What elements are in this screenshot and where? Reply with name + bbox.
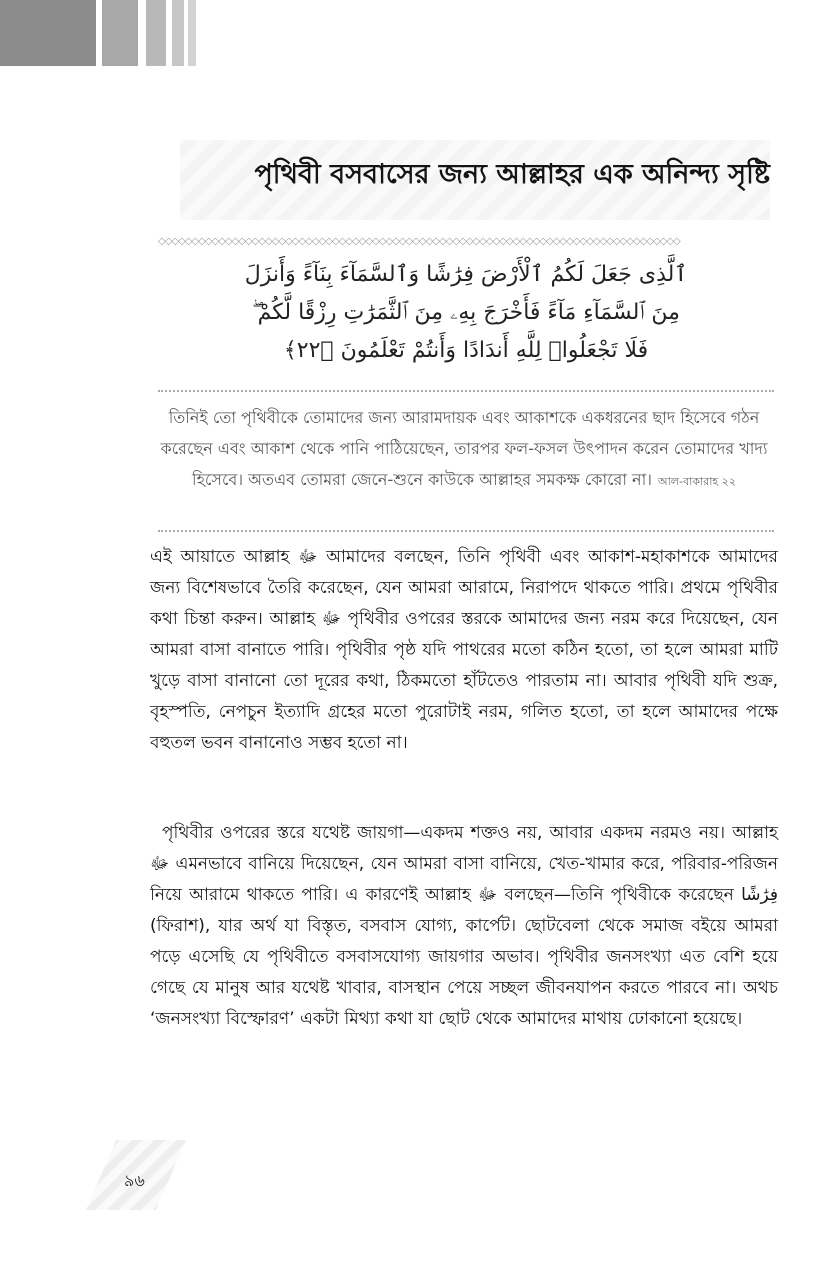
header-bar-1 xyxy=(0,0,96,66)
body-paragraph-2: পৃথিবীর ওপরের স্তরে যথেষ্ট জায়গা—একদম শক্তও নয়, আবার একদম নরমও নয়। আল্লাহ ﷻ এমনভাবে বানিয়ে দিয়েছেন, যেন আমরা বাসা বানিয়ে, খেত-খামার করে, পরিবার-পরিজন নিয়ে আরামে থাকতে পারি। এ কারণেই আল্লাহ ﷻ বলছেন—তিনি পৃথিবীকে করেছেন فِرَٰشًا (ফিরাশ), যার অর্থ যা বিস্তৃত, বসবাস যোগ্য, কার্পেট। ছোটবেলা থেকে সমাজ বইয়ে আমরা পড়ে এসেছি যে পৃথিবীতে বসবাসযোগ্য জায়গার অভাব। পৃথিবীর জনসংখ্যা এত বেশি হয়ে গেছে যে মানুষ আর যথেষ্ট খাবার, বাসস্থান পেয়ে সচ্ছল জীবনযাপন করতে পারবে না। অথচ ‘জনসংখ্যা বিস্ফোরণ’ একটা মিথ্যা কথা যা ছোট থেকে আমাদের মাথায় ঢোকানো হয়েছে। xyxy=(150,823,778,1029)
arabic-line-3: فَلَا تَجْعَلُوا۟ لِلَّهِ أَندَادًا وَأَنتُمْ تَعْلَمُونَ ﴿٢٢﴾ xyxy=(283,338,649,363)
arabic-line-1: ٱلَّذِى جَعَلَ لَكُمُ ٱلْأَرْضَ فِرَٰشًا وَٱلسَّمَآءَ بِنَآءً وَأَنزَلَ xyxy=(244,262,688,287)
body-paragraph-1: এই আয়াতে আল্লাহ ﷻ আমাদের বলছেন, তিনি পৃথিবী এবং আকাশ-মহাকাশকে আমাদের জন্য বিশেষভাবে তৈরি করেছেন, যেন আমরা আরামে, নিরাপদে থাকতে পারি। প্রথমে পৃথিবীর কথা চিন্তা করুন। আল্লাহ ﷻ পৃথিবীর ওপরের স্তরকে আমাদের জন্য নরম করে দিয়েছেন, যেন আমরা বাসা বানাতে পারি। পৃথিবীর পৃষ্ঠ যদি পাথরের মতো কঠিন হতো, তা হলে আমরা মাটি খুড়ে বাসা বানানো তো দূরের কথা, ঠিকমতো হাঁটতেও পারতাম না। আবার পৃথিবী যদি শুক্র, বৃহস্পতি, নেপচুন ইত্যাদি গ্রহের মতো পুরোটাই নরম, গলিত হতো, তা হলে আমাদের পক্ষে বহুতল ভবন বানানোও সম্ভব হতো না। xyxy=(150,547,778,753)
verse-translation xyxy=(154,402,774,497)
chapter-title-block xyxy=(180,140,770,220)
header-bar-5 xyxy=(188,0,196,66)
page-number: ৯৬ xyxy=(124,1171,145,1190)
header-bar-4 xyxy=(172,0,184,66)
verse-reference: আল-বাকারাহ ২২ xyxy=(657,475,736,488)
diamond-divider: ◇◇◇◇◇◇◇◇◇◇◇◇◇◇◇◇◇◇◇◇◇◇◇◇◇◇◇◇◇◇◇◇◇◇◇◇◇◇◇◇◇◇◇◇◇◇◇◇◇◇◇◇◇◇◇◇◇◇◇◇◇◇◇◇◇◇◇◇◇◇◇◇◇◇◇◇◇◇ xyxy=(158,236,680,247)
quran-verse-arabic xyxy=(158,256,774,370)
header-bar-2 xyxy=(102,0,138,66)
chapter-title: পৃথিবী বসবাসের জন্য আল্লাহর এক অনিন্দ্য সৃষ্টি xyxy=(254,159,770,190)
dotted-divider-bottom xyxy=(158,530,774,532)
dotted-divider-top xyxy=(158,390,774,392)
arabic-line-2: مِنَ ٱلسَّمَآءِ مَآءً فَأَخْرَجَ بِهِۦ مِنَ ٱلثَّمَرَٰتِ رِزْقًا لَّكُمْ ۖ xyxy=(252,300,680,325)
header-bar-3 xyxy=(146,0,166,66)
page-number-block xyxy=(86,1140,186,1210)
translation-text: তিনিই তো পৃথিবীকে তোমাদের জন্য আরামদায়ক এবং আকাশকে একধরনের ছাদ হিসেবে গঠন করেছেন এবং আকাশ থেকে পানি পাঠিয়েছেন, তারপর ফল-ফসল উৎপাদন করেন তোমাদের খাদ্য হিসেবে। অতএব তোমরা জেনে-শুনে কাউকে আল্লাহর সমকক্ষ কোরো না। xyxy=(160,408,768,489)
